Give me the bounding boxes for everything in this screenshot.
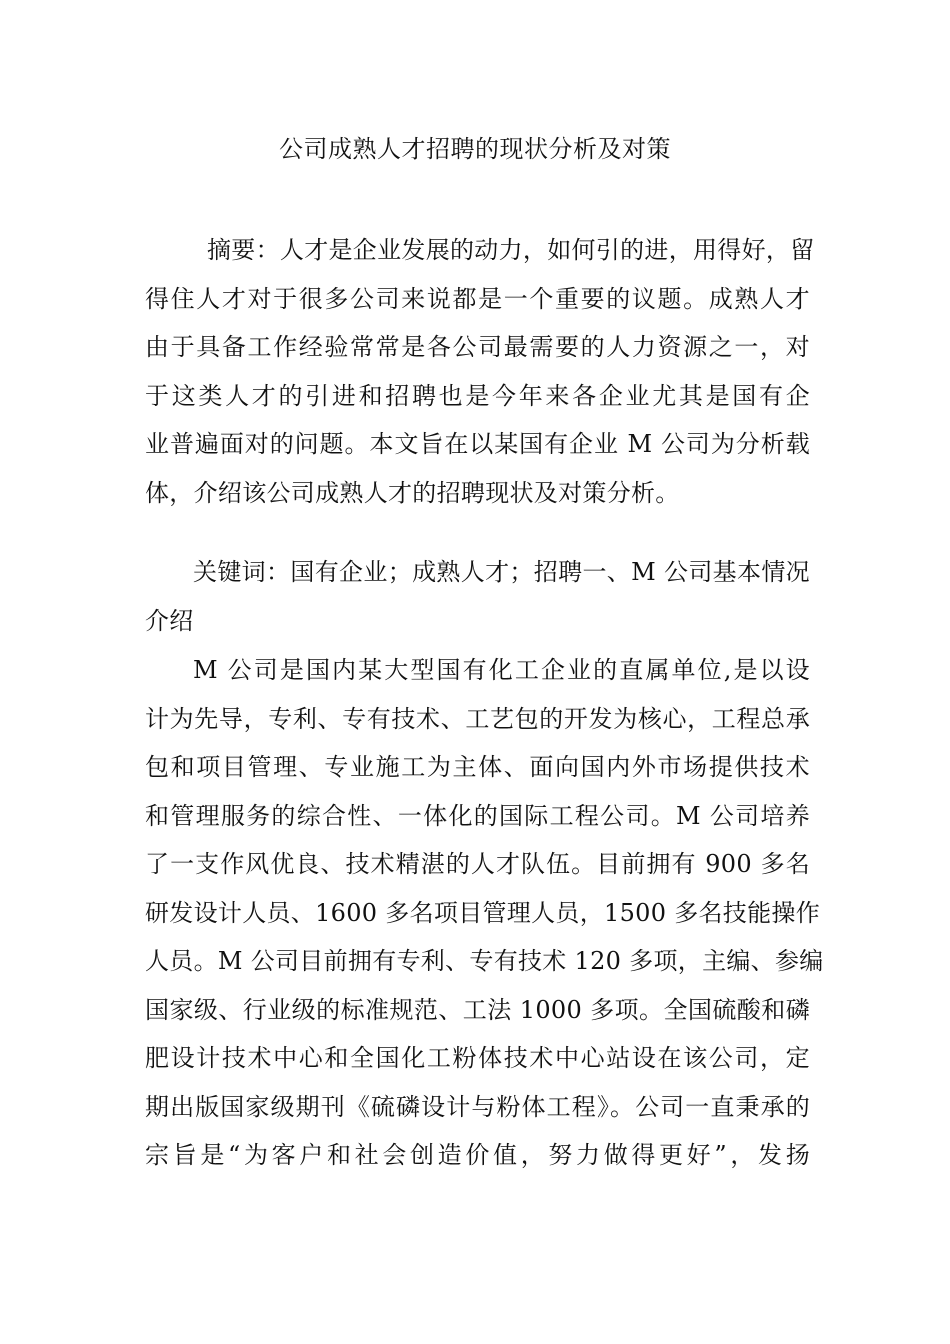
body-line: 人员。M 公司目前拥有专利、专有技术 120 多项，主编、参编 [145,947,824,975]
abstract-line: 得住人才对于很多公司来说都是一个重要的议题。成熟人才 [145,284,810,313]
abstract-line: 由于具备工作经验常常是各公司最需要的人力资源之一，对 [145,333,810,361]
keywords-line: 关键词：国有企业；成熟人才；招聘一、M 公司基本情况 [193,558,810,586]
body-line: M 公司是国内某大型国有化工企业的直属单位,是以设 [193,656,810,684]
abstract-paragraph [145,226,815,517]
body-line: 和管理服务的综合性、一体化的国际工程公司。M 公司培养 [145,801,810,830]
body-line: 期出版国家级期刊《硫磷设计与粉体工程》。公司一直秉承的 [145,1092,810,1121]
body-line: 肥设计技术中心和全国化工粉体技术中心站设在该公司，定 [145,1044,810,1072]
abstract-line: 于这类人才的引进和招聘也是今年来各企业尤其是国有企 [145,381,810,410]
body-line: 包和项目管理、专业施工为主体、面向国内外市场提供技术 [145,753,810,781]
body-line: 了一支作风优良、技术精湛的人才队伍。目前拥有 900 多名 [145,850,810,878]
abstract-line: 业普遍面对的问题。本文旨在以某国有企业 M 公司为分析载 [145,430,810,458]
abstract-line: 体，介绍该公司成熟人才的招聘现状及对策分析。 [145,478,680,507]
document-title: 公司成熟人才招聘的现状分析及对策 [279,135,671,163]
body-paragraph [145,646,824,1180]
body-line: 研发设计人员、1600 多名项目管理人员，1500 多名技能操作 [145,898,821,927]
body-line: 计为先导，专利、专有技术、工艺包的开发为核心，工程总承 [145,704,810,733]
keywords-line: 介绍 [145,606,194,635]
abstract-line: 摘要：人才是企业发展的动力，如何引的进，用得好，留 [207,236,815,264]
body-line: 宗旨是“为客户和社会创造价值，努力做得更好”，发扬 [145,1141,810,1169]
keywords-paragraph [145,548,810,645]
body-line: 国家级、行业级的标准规范、工法 1000 多项。全国硫酸和磷 [145,995,810,1024]
